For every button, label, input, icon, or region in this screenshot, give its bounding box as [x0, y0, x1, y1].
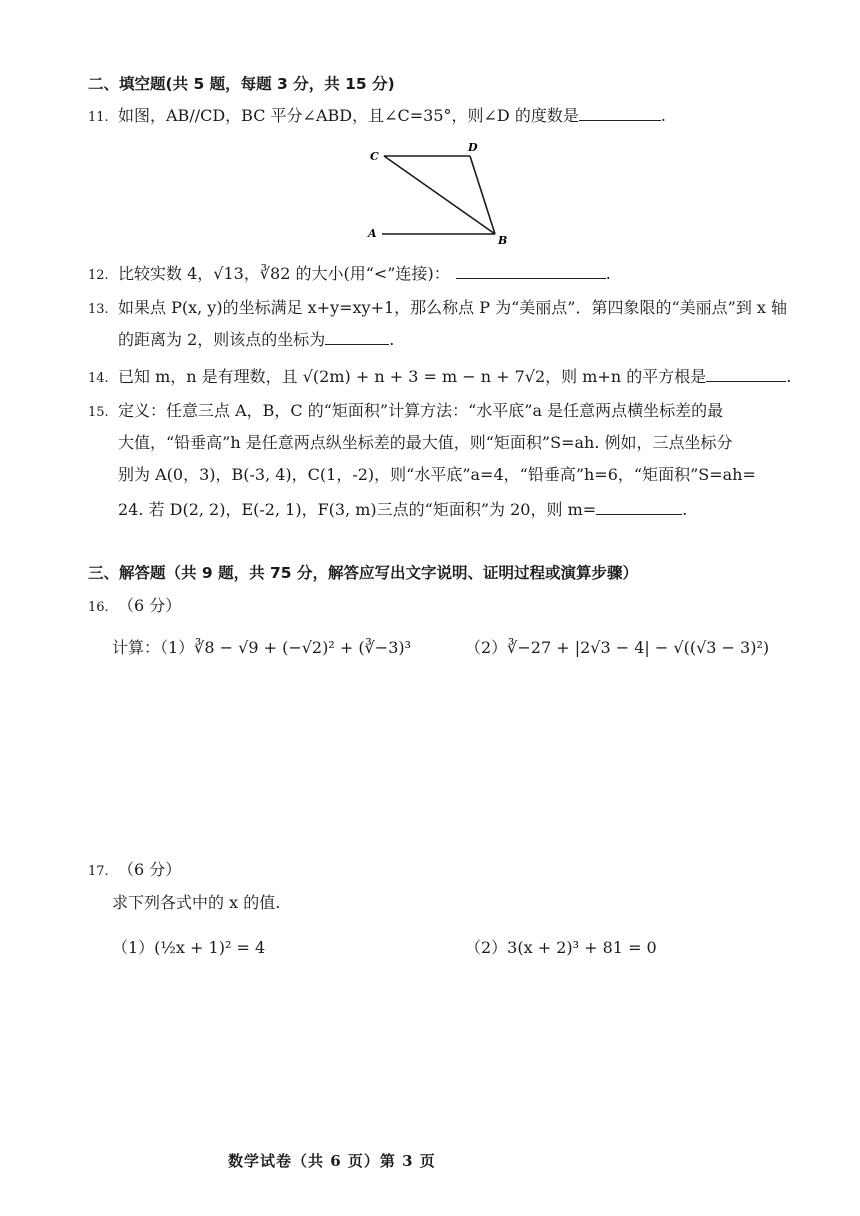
question-17-part1: （1）(½x + 1)² = 4 — [112, 938, 266, 957]
label-b: B — [498, 234, 508, 247]
question-17-part2: （2）3(x + 2)³ + 81 = 0 — [465, 938, 657, 957]
question-15-line4 — [88, 500, 687, 519]
page-footer: 数学试卷（共 6 页）第 3 页 — [228, 1152, 436, 1170]
question-13-cont — [88, 330, 394, 349]
question-points: （6 分） — [118, 596, 182, 615]
question-number: 11. — [88, 110, 109, 125]
question-text: 已知 m，n 是有理数，且 √(2m) + n + 3 = m − n + 7√2，则 m+n 的平方根是 — [118, 367, 707, 386]
question-end: . — [786, 367, 792, 386]
question-text: 定义：任意三点 A，B，C 的“矩面积”计算方法：“水平底”a 是任意两点横坐标差的最 — [118, 401, 724, 420]
answer-blank — [579, 106, 661, 121]
section-header: 二、填空题(共 5 题，每题 3 分，共 15 分) — [88, 75, 395, 93]
question-text: 如果点 P(x, y)的坐标满足 x+y=xy+1，那么称点 P 为“美丽点”．第四象限的“美丽点”到 x 轴 — [118, 298, 788, 317]
geometry-figure — [362, 140, 512, 250]
question-number: 15. — [88, 405, 109, 420]
question-12 — [88, 264, 611, 284]
question-end: . — [605, 264, 611, 283]
label-a: A — [368, 227, 377, 240]
question-end: . — [389, 330, 395, 349]
answer-blank — [325, 330, 389, 345]
section-header: 三、解答题（共 9 题，共 75 分，解答应写出文字说明、证明过程或演算步骤） — [88, 564, 638, 582]
question-15-line2: 大值，“铅垂高”h 是任意两点纵坐标差的最大值，则“矩面积”S=ah. 例如，三点坐标分 — [118, 433, 733, 452]
segment-cb — [384, 156, 495, 234]
answer-blank — [456, 264, 606, 279]
question-17 — [88, 860, 181, 880]
question-number: 12. — [88, 268, 109, 283]
question-13 — [88, 298, 787, 318]
question-end: . — [660, 106, 666, 125]
question-16-part1: 计算：（1）∛8 − √9 + (−√2)² + (∛−3)³ — [112, 638, 412, 657]
question-17-intro: 求下列各式中的 x 的值. — [112, 893, 281, 912]
question-11 — [88, 106, 666, 126]
question-16 — [88, 596, 181, 616]
question-number: 14. — [88, 371, 109, 386]
answer-blank — [596, 500, 682, 515]
label-c: C — [370, 150, 379, 163]
answer-blank — [706, 367, 786, 382]
question-text: 如图，AB//CD，BC 平分∠ABD，且∠C=35°，则∠D 的度数是 — [118, 106, 579, 125]
question-number: 17. — [88, 864, 109, 879]
question-text: 24. 若 D(2, 2)，E(-2, 1)，F(3, m)三点的“矩面积”为 20，则 m= — [118, 500, 597, 519]
question-number: 13. — [88, 302, 109, 317]
question-end: . — [682, 500, 688, 519]
label-d: D — [468, 141, 478, 154]
question-points: （6 分） — [118, 860, 182, 879]
question-text: 比较实数 4，√13，∛82 的大小(用“<”连接)： — [118, 264, 450, 283]
question-text: 的距离为 2，则该点的坐标为 — [118, 330, 326, 349]
question-15-line3: 别为 A(0，3)，B(-3, 4)，C(1，-2)，则“水平底”a=4，“铅垂高”h=6，“矩面积”S=ah= — [118, 465, 756, 484]
segment-db — [470, 156, 495, 234]
question-14 — [88, 367, 791, 387]
question-15 — [88, 401, 723, 421]
question-16-part2: （2）∛−27 + |2√3 − 4| − √((√3 − 3)²) — [465, 638, 770, 657]
question-number: 16. — [88, 600, 109, 615]
